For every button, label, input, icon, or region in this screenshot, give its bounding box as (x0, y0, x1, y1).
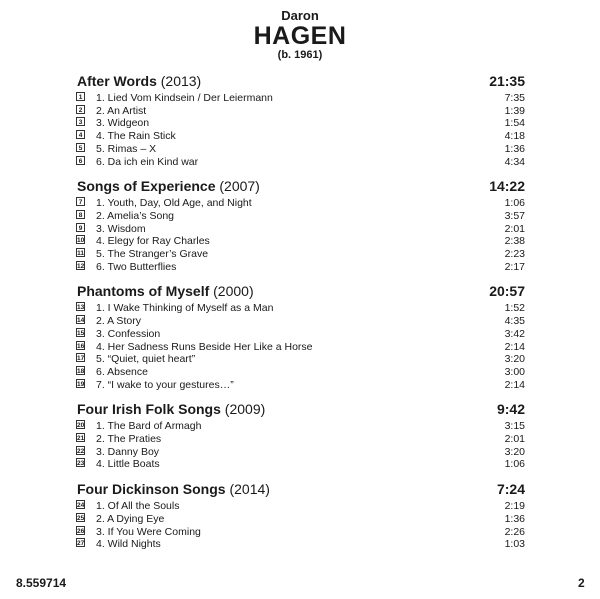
track-row (77, 500, 525, 513)
track-row (77, 538, 525, 551)
work-header (77, 401, 525, 418)
track-duration: 2:38 (504, 235, 525, 248)
track-duration: 7:35 (504, 92, 525, 104)
track-row (77, 197, 525, 210)
catalog-number: 8.559714 (16, 576, 67, 590)
track-duration: 1:03 (504, 538, 525, 551)
track-duration: 3:00 (504, 365, 525, 378)
work-section (77, 73, 525, 168)
track-duration: 1:36 (504, 142, 525, 155)
work-total-duration: 9:42 (496, 401, 525, 418)
track-number-box: 15 (77, 329, 85, 337)
work-title: After Words (77, 73, 157, 89)
track-duration: 2:19 (504, 500, 525, 513)
track-title: 1. Youth, Day, Old Age, and Night (96, 197, 252, 210)
track-number-box: 2 (76, 105, 85, 114)
track-title: 1. I Wake Thinking of Myself as a Man (96, 302, 274, 315)
track-duration: 2:17 (504, 260, 525, 273)
track-duration: 1:06 (504, 458, 525, 471)
track-number-box: 17 (77, 355, 85, 363)
track-row (77, 210, 525, 223)
track-duration: 1:36 (504, 512, 525, 525)
track-number-box: 26 (77, 527, 85, 535)
track-title: 2. A Story (96, 315, 141, 328)
track-row (77, 261, 525, 274)
track-number-box: 12 (77, 262, 85, 270)
track-title: 3. Confession (96, 327, 161, 340)
track-title: 5. “Quiet, quiet heart” (96, 353, 196, 366)
track-row (77, 328, 525, 341)
track-duration: 1:52 (504, 302, 525, 315)
track-number-box: 22 (77, 447, 85, 455)
track-title: 1. The Bard of Armagh (96, 420, 202, 433)
composer-first-name: Daron (281, 8, 319, 23)
track-duration: 4:34 (504, 155, 525, 168)
track-number-box: 1 (76, 92, 85, 101)
track-number-box: 14 (77, 317, 85, 325)
work-section (77, 178, 525, 273)
work-total-duration: 20:57 (489, 283, 525, 300)
track-duration: 4:18 (504, 130, 525, 143)
track-title: 7. “I wake to your gestures…” (96, 378, 234, 391)
composer-last-name: HAGEN (253, 22, 347, 50)
track-number-box: 8 (76, 210, 85, 219)
track-number-box: 3 (76, 117, 85, 126)
track-number-box: 9 (76, 223, 85, 232)
track-duration: 2:23 (504, 248, 525, 261)
work-year: (2014) (229, 481, 270, 498)
track-row (77, 513, 525, 526)
work-year: (2007) (219, 178, 260, 195)
track-row (77, 105, 525, 118)
track-duration: 3:57 (504, 209, 525, 222)
track-title: 4. Elegy for Ray Charles (96, 235, 210, 248)
work-title: Phantoms of Myself (77, 283, 210, 300)
track-number-box: 20 (77, 422, 85, 430)
track-row (77, 117, 525, 130)
track-row (77, 526, 525, 539)
page-number: 2 (578, 576, 585, 590)
work-total-duration: 21:35 (489, 73, 525, 89)
track-number-box: 23 (77, 460, 85, 468)
track-title: 6. Two Butterflies (96, 260, 177, 273)
track-row (77, 248, 525, 261)
track-row (77, 92, 525, 105)
track-row (77, 156, 525, 169)
track-row (77, 143, 525, 156)
work-title: Four Dickinson Songs (77, 481, 226, 498)
track-row (77, 446, 525, 459)
track-number-box: 10 (77, 237, 85, 245)
work-header (77, 73, 525, 90)
track-number-box: 24 (77, 502, 85, 510)
work-header (77, 481, 525, 498)
work-title: Four Irish Folk Songs (77, 401, 221, 418)
track-duration: 3:15 (504, 420, 525, 433)
track-title: 4. Little Boats (96, 458, 160, 471)
track-row (77, 302, 525, 315)
track-number-box: 11 (77, 250, 84, 258)
track-title: 3. Wisdom (96, 222, 146, 235)
track-title: 5. Rimas – X (96, 142, 157, 155)
track-title: 4. Her Sadness Runs Beside Her Like a Horse (96, 340, 313, 353)
track-row (77, 379, 525, 392)
track-title: 1. Of All the Souls (96, 500, 180, 513)
track-title: 2. Amelia’s Song (96, 209, 175, 222)
track-duration: 1:54 (504, 117, 525, 130)
work-total-duration: 7:24 (496, 481, 525, 498)
work-header (77, 283, 525, 300)
track-number-box: 7 (76, 197, 85, 206)
track-row (77, 235, 525, 248)
track-duration: 1:06 (504, 197, 525, 210)
composer-dates: (b. 1961) (277, 49, 323, 61)
track-duration: 3:20 (504, 353, 525, 366)
work-section (77, 481, 525, 551)
work-section (77, 401, 525, 471)
track-number-box: 25 (77, 514, 85, 522)
track-title: 6. Absence (96, 365, 148, 378)
track-row (77, 366, 525, 379)
track-duration: 2:01 (504, 222, 525, 235)
track-title: 2. A Dying Eye (96, 512, 165, 525)
track-number-box: 5 (76, 143, 85, 152)
track-title: 3. Danny Boy (96, 445, 160, 458)
track-duration: 3:20 (504, 445, 525, 458)
track-title: 3. If You Were Coming (96, 525, 201, 538)
track-row (77, 341, 525, 354)
track-row (77, 458, 525, 471)
track-number-box: 13 (77, 304, 85, 312)
track-title: 3. Widgeon (96, 117, 150, 130)
track-duration: 4:35 (504, 315, 525, 328)
work-title: Songs of Experience (77, 178, 216, 195)
work-header (77, 178, 525, 195)
track-number-box: 19 (77, 380, 85, 388)
track-number-box: 18 (77, 367, 85, 375)
track-title: 1. Lied Vom Kindsein / Der Leiermann (96, 92, 273, 104)
track-row (77, 315, 525, 328)
track-number-box: 4 (76, 130, 85, 139)
track-number-box: 6 (76, 156, 85, 165)
work-year: (2013) (160, 73, 202, 89)
track-row (77, 420, 525, 433)
track-number-box: 16 (77, 342, 85, 350)
work-section (77, 283, 525, 391)
track-title: 5. The Stranger’s Grave (96, 248, 209, 261)
track-row (77, 433, 525, 446)
track-number-box: 27 (77, 540, 85, 548)
track-duration: 2:14 (504, 378, 525, 391)
page-header (0, 9, 600, 62)
work-year: (2000) (213, 283, 254, 300)
track-duration: 3:42 (504, 327, 525, 340)
track-row (77, 130, 525, 143)
track-row (77, 353, 525, 366)
track-title: 2. An Artist (96, 104, 147, 117)
track-duration: 1:39 (504, 104, 525, 117)
track-title: 2. The Praties (96, 433, 162, 446)
track-listing (77, 73, 525, 561)
track-title: 4. Wild Nights (96, 538, 161, 551)
work-year: (2009) (224, 401, 266, 418)
track-duration: 2:26 (504, 525, 525, 538)
track-number-box: 21 (77, 435, 85, 443)
track-title: 6. Da ich ein Kind war (96, 155, 199, 168)
track-row (77, 223, 525, 236)
work-total-duration: 14:22 (489, 178, 525, 195)
track-duration: 2:14 (504, 340, 525, 353)
track-title: 4. The Rain Stick (96, 130, 176, 143)
track-duration: 2:01 (504, 433, 525, 446)
